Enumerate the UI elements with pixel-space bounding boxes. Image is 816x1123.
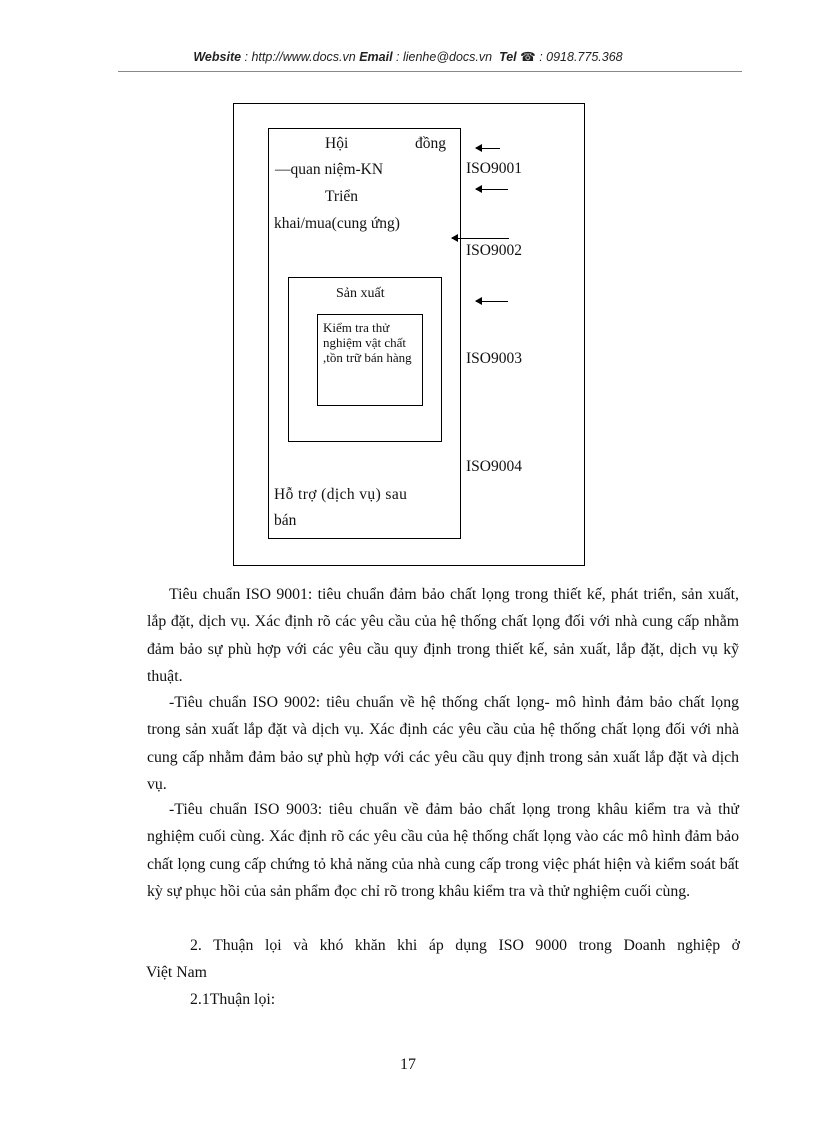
website-link[interactable]: http://www.docs.vn	[251, 50, 356, 64]
paragraph-iso9003: -Tiêu chuẩn ISO 9003: tiêu chuẩn về đảm bảo chất lọng trong khâu kiểm tra và thử nghiệm cuối cùng. Xác định rõ các yêu cầu của hệ thống chất lọng vào các mô hình đảm bảo chất lọng cung cấp chứng tỏ khả năng của nhà cung cấp trong việc phát hiện và kiểm soát bất kỳ sự phục hồi của sản phẩm đọc chỉ rõ trong khâu kiểm tra và thử nghiệm cuối cùng.	[147, 801, 739, 901]
email-label: Email	[359, 50, 393, 64]
diagram-text-ban: bán	[274, 512, 297, 529]
website-label: Website	[193, 50, 242, 64]
iso9004-label: ISO9004	[466, 458, 522, 475]
arrow-left-icon	[476, 301, 508, 302]
diagram-text-san-xuat: Sản xuất	[336, 286, 385, 301]
header-divider	[118, 71, 742, 72]
tel-value: 0918.775.368	[546, 50, 623, 64]
arrow-left-icon	[476, 189, 508, 190]
paragraph-iso9001: Tiêu chuẩn ISO 9001: tiêu chuẩn đảm bảo chất lọng trong thiết kế, phát triển, sản xuất, lắp đặt, dịch vụ. Xác định rõ các yêu cầu của hệ thống chất lọng đối với nhà cung cấp nhằm đảm bảo sự phù hợp với các yêu cầu quy định trong thiết kế, sản xuất, lắp đặt, dịch vụ kỹ thuật.	[147, 586, 739, 686]
diagram-text-ho-tro: Hỗ trợ (dịch vụ) sau	[274, 486, 408, 503]
iso9002-label: ISO9002	[466, 242, 522, 259]
diagram-text-quan-niem: —quan niệm-KN	[275, 161, 384, 178]
arrow-left-icon	[476, 148, 500, 149]
paragraph-iso9002: -Tiêu chuẩn ISO 9002: tiêu chuẩn về hệ thống chất lọng- mô hình đảm bảo chất lọng trong sản xuất lắp đặt và dịch vụ. Xác định các yêu cầu của hệ thống chất lọng đối với nhà cung cấp nhằm đảm bảo sự phù hợp với các yêu cầu quy định trong sản xuất lắp đặt và dịch vụ.	[147, 694, 739, 794]
section-heading-2-1: 2.1Thuận lọi:	[190, 991, 276, 1008]
iso9001-label: ISO9001	[466, 160, 522, 177]
diagram-text-hoi: Hội	[325, 135, 349, 152]
arrow-left-icon	[452, 238, 509, 239]
section-heading-2: 2. Thuận lọi và khó khăn khi áp dụng ISO 9000 trong Doanh nghiệp ở	[190, 937, 740, 954]
phone-icon: ☎	[520, 50, 536, 64]
diagram-text-khai: khai/mua(cung ứng)	[274, 215, 400, 232]
iso9003-label: ISO9003	[466, 350, 522, 367]
section-heading-2-cont: Việt Nam	[146, 964, 207, 981]
diagram-text-trien: Triển	[325, 188, 359, 205]
diagram-text-dong: đồng	[415, 135, 446, 152]
tel-label: Tel	[499, 50, 517, 64]
page-number: 17	[400, 1056, 416, 1073]
diagram-text-kiem-tra: Kiểm tra thử nghiệm vật chất ,tồn trữ bán hàng	[323, 320, 412, 365]
email-link[interactable]: lienhe@docs.vn	[402, 50, 493, 64]
page-header: Website : http://www.docs.vn Email : lienhe@docs.vn Tel ☎ : 0918.775.368	[193, 50, 623, 64]
